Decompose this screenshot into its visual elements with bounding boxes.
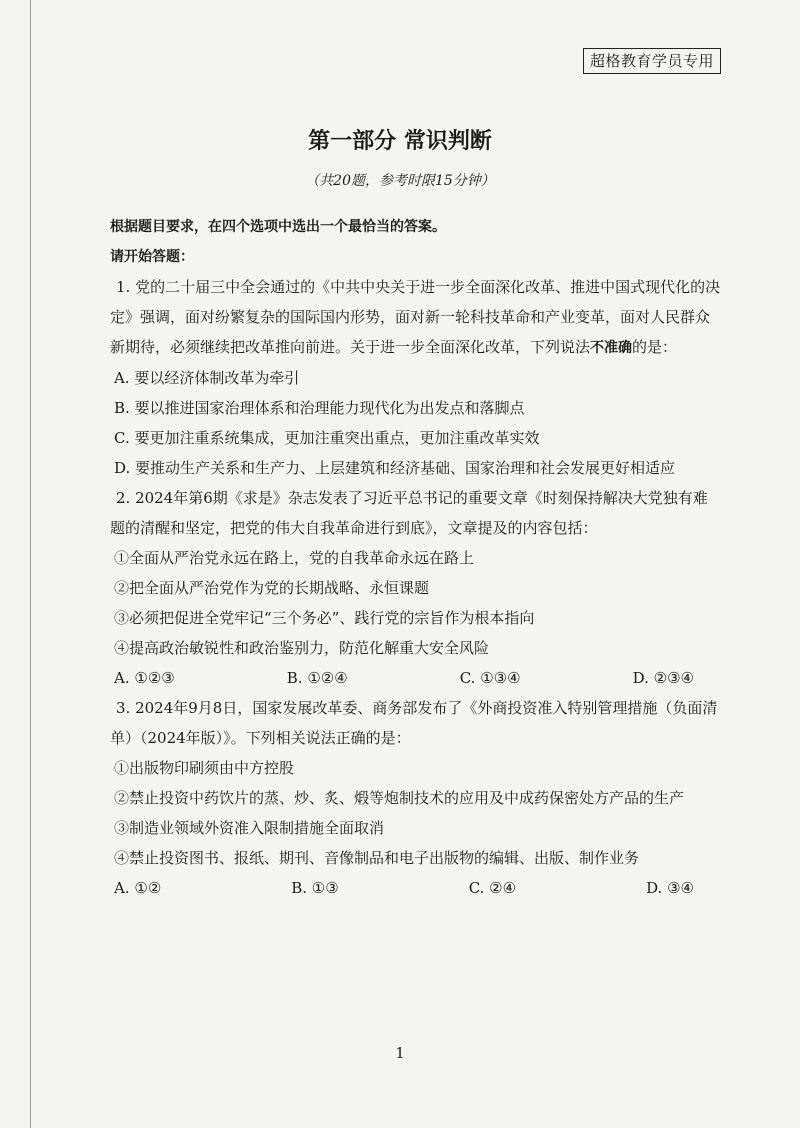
section-title: 第一部分 常识判断	[308, 129, 492, 154]
question-1-stem-emphasis: 不准确	[590, 340, 633, 356]
question-1-option-d: D. 要推动生产关系和生产力、上层建筑和经济基础、国家治理和社会发展更好相适应	[114, 459, 676, 477]
question-2-choice-b: B. ①②④	[286, 669, 348, 687]
question-2-choice-d: D. ②③④	[632, 669, 694, 687]
question-3-item-1: ①出版物印刷须由中方控股	[114, 759, 295, 777]
question-1-option-c: C. 要更加注重系统集成，更加注重突出重点，更加注重改革实效	[114, 429, 540, 447]
page-number: 1	[395, 1044, 405, 1062]
instruction-text: 根据题目要求，在四个选项中选出一个最恰当的答案。	[110, 219, 446, 235]
question-2-choices	[110, 663, 722, 693]
exclusive-use-stamp: 超格教育学员专用	[583, 48, 721, 74]
question-3-choice-a: A. ①②	[114, 879, 162, 897]
question-1-stem-text: 1. 党的二十届三中全会通过的《中共中央关于进一步全面深化改革、推进中国式现代化的决定》强调，面对纷繁复杂的国际国内形势，面对新一轮科技革命和产业变革，面对人民群众新期待，必须继续把改革推向前进。关于进一步全面深化改革，下列说法	[110, 278, 721, 356]
question-3-item-2: ②禁止投资中药饮片的蒸、炒、炙、煅等炮制技术的应用及中成药保密处方产品的生产	[114, 789, 685, 807]
start-prompt: 请开始答题：	[110, 249, 194, 265]
question-2-choice-c: C. ①③④	[459, 669, 521, 687]
section-subtitle: （共20题，参考时限15分钟）	[305, 173, 495, 189]
question-2-item-2: ②把全面从严治党作为党的长期战略、永恒课题	[114, 579, 430, 597]
question-1-option-a: A. 要以经济体制改革为牵引	[114, 369, 300, 387]
question-1-stem	[110, 272, 722, 363]
question-2-item-3: ③必须把促进全党牢记“三个务必”、践行党的宗旨作为根本指向	[114, 609, 535, 627]
exam-content	[110, 212, 722, 903]
question-3-item-4: ④禁止投资图书、报纸、期刊、音像制品和电子出版物的编辑、出版、制作业务	[114, 849, 640, 867]
question-2-item-1: ①全面从严治党永远在路上，党的自我革命永远在路上	[114, 549, 475, 567]
question-2-choice-a: A. ①②③	[114, 669, 175, 687]
question-3-choice-d: D. ③④	[646, 879, 694, 897]
question-3-choices	[110, 873, 722, 903]
question-3-stem: 3. 2024年9月8日，国家发展改革委、商务部发布了《外商投资准入特别管理措施（负面清单）（2024年版）》。下列相关说法正确的是：	[110, 699, 718, 747]
question-3-choice-b: B. ①③	[291, 879, 339, 897]
question-1-stem-end: 的是：	[632, 338, 678, 356]
question-1-option-b: B. 要以推进国家治理体系和治理能力现代化为出发点和落脚点	[114, 399, 525, 417]
question-2-item-4: ④提高政治敏锐性和政治鉴别力，防范化解重大安全风险	[114, 639, 490, 657]
question-3-choice-c: C. ②④	[468, 879, 517, 897]
question-3-item-3: ③制造业领域外资准入限制措施全面取消	[114, 819, 385, 837]
question-2-stem: 2. 2024年第6期《求是》杂志发表了习近平总书记的重要文章《时刻保持解决大党独有难题的清醒和坚定，把党的伟大自我革命进行到底》，文章提及的内容包括：	[110, 489, 708, 537]
